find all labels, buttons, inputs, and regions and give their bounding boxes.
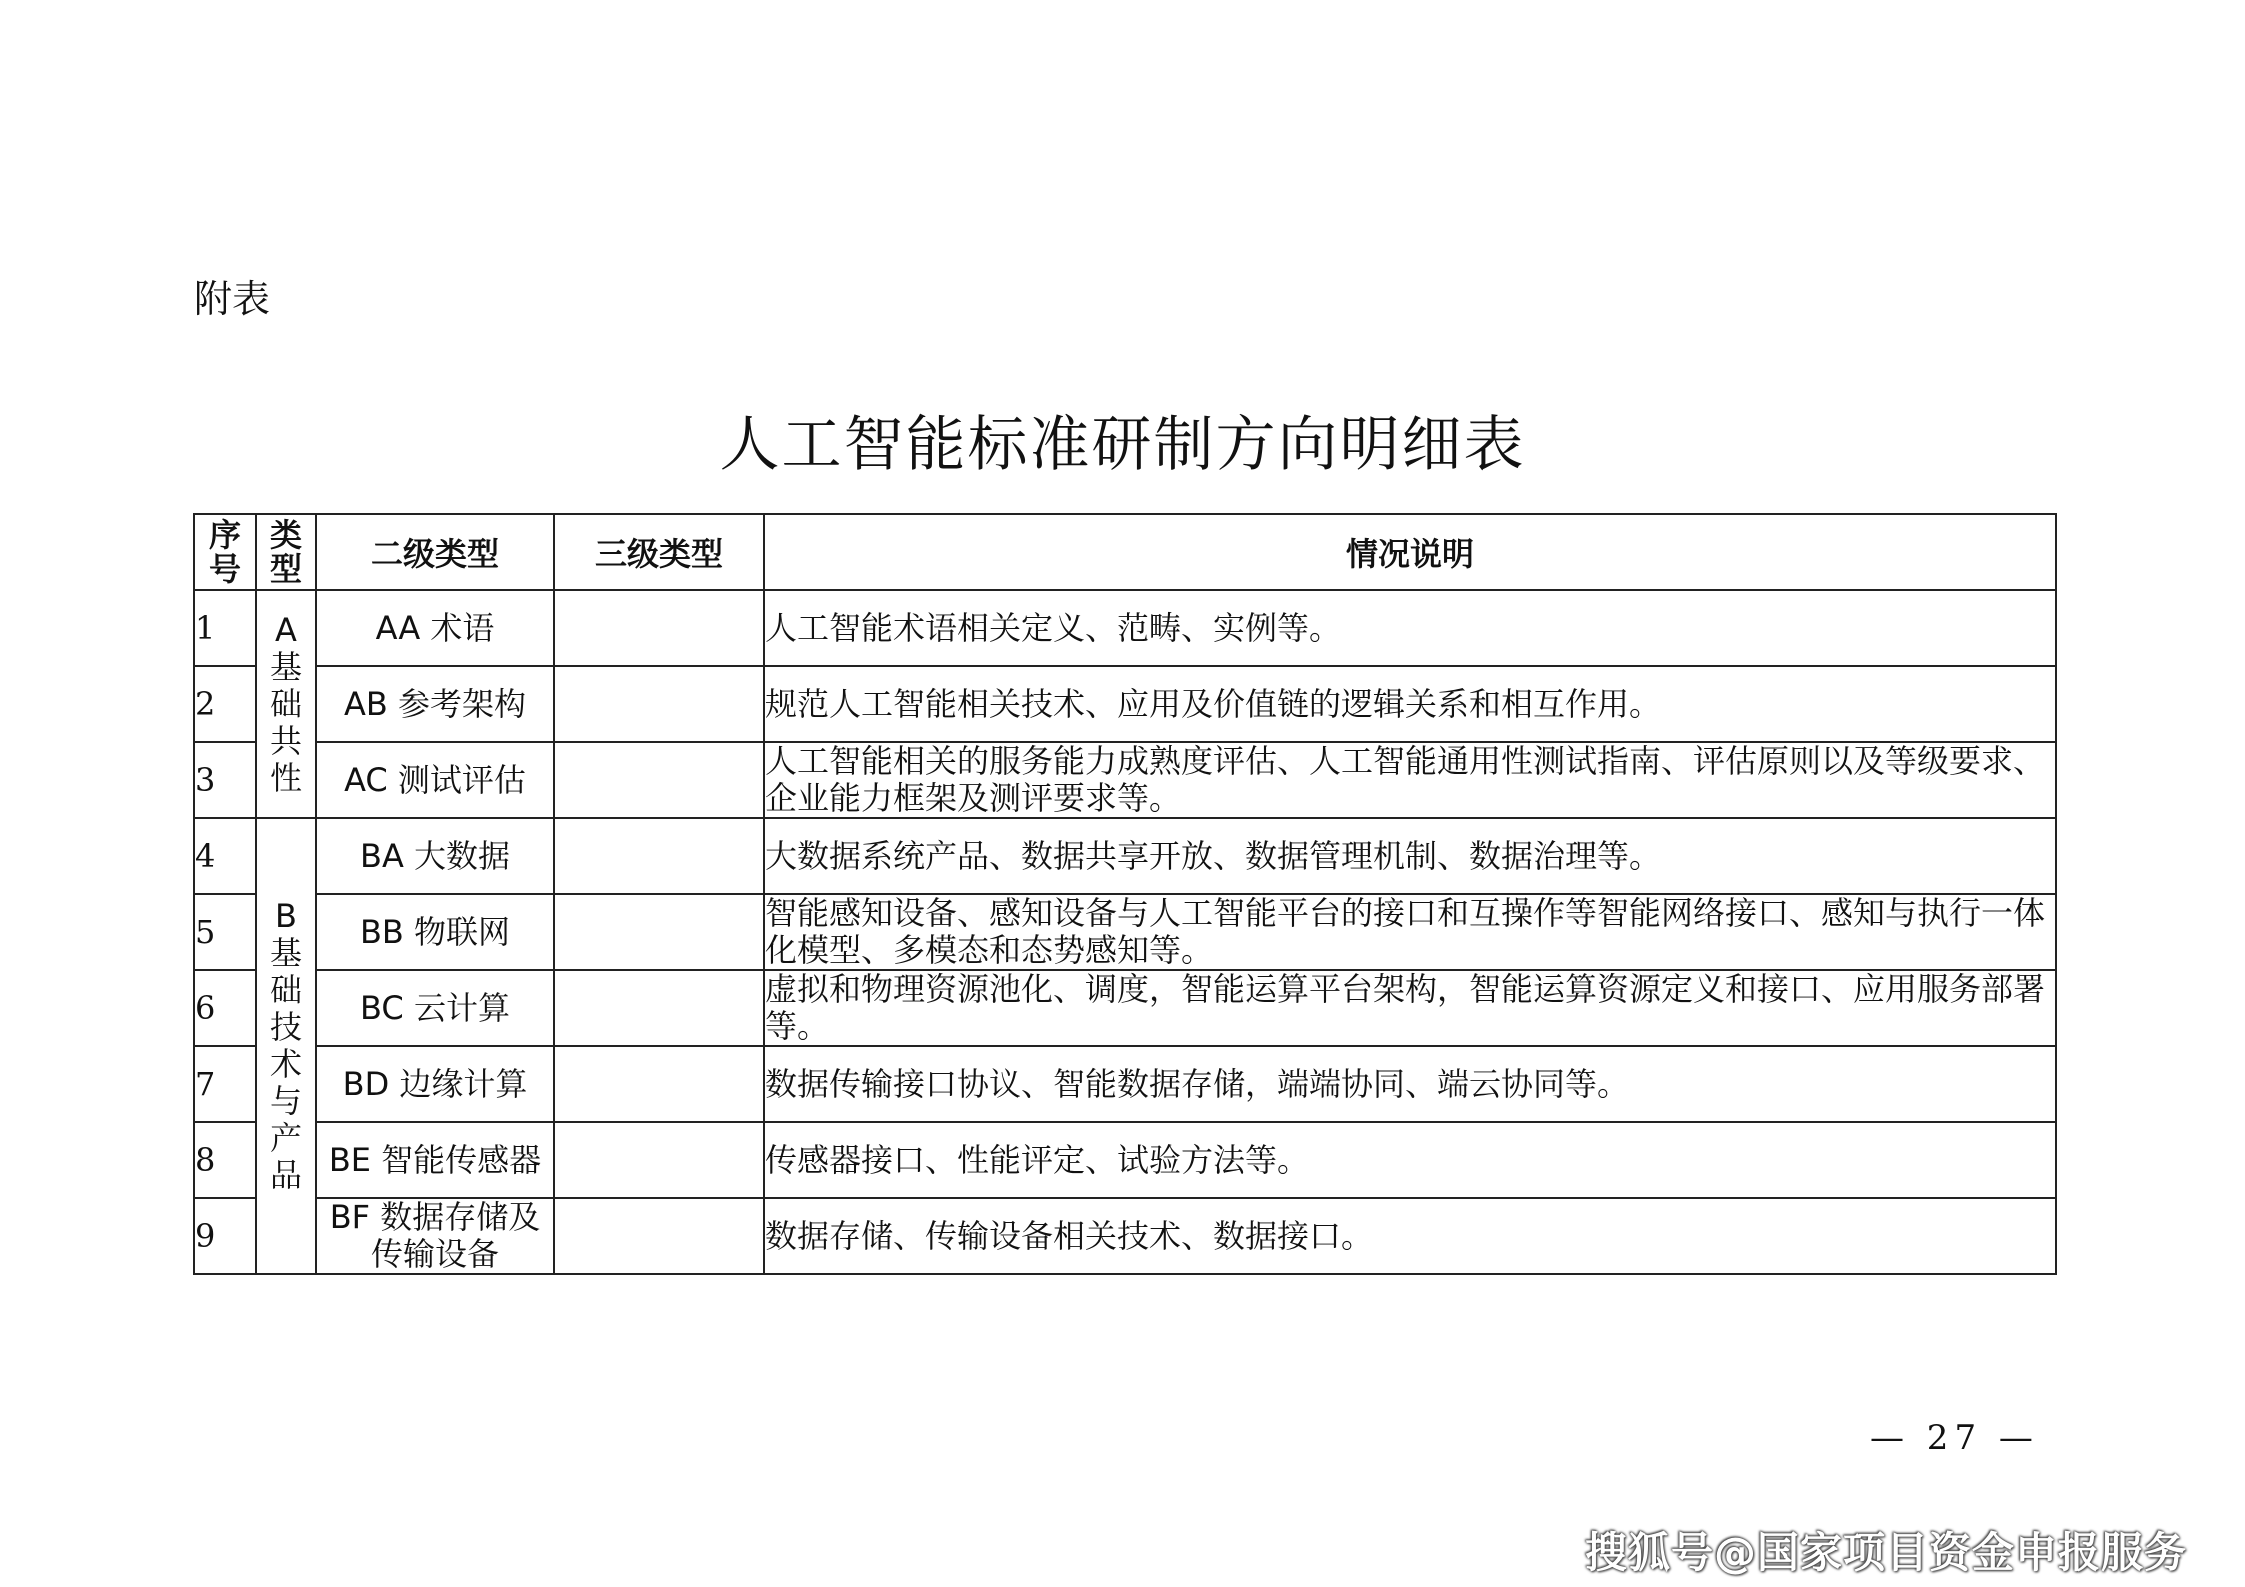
row-number: 9	[194, 1198, 256, 1274]
category-cell-b: B基础技术与产品	[256, 818, 316, 1274]
level2-cell: BC 云计算	[316, 970, 554, 1046]
row-number: 7	[194, 1046, 256, 1122]
source-watermark: 搜狐号@国家项目资金申报服务	[1585, 1528, 2188, 1577]
level2-cell: BD 边缘计算	[316, 1046, 554, 1122]
document-title: 人工智能标准研制方向明细表	[719, 410, 1526, 480]
row-number: 8	[194, 1122, 256, 1198]
row-number: 4	[194, 818, 256, 894]
level3-cell	[554, 666, 764, 742]
level3-cell	[554, 1122, 764, 1198]
row-number: 2	[194, 666, 256, 742]
description-cell: 传感器接口、性能评定、试验方法等。	[764, 1122, 2056, 1198]
level2-cell: AC 测试评估	[316, 742, 554, 818]
description-cell: 智能感知设备、感知设备与人工智能平台的接口和互操作等智能网络接口、感知与执行一体化模型、多模态和态势感知等。	[764, 894, 2056, 970]
row-number: 6	[194, 970, 256, 1046]
level3-cell	[554, 1046, 764, 1122]
level2-cell: BF 数据存储及传输设备	[316, 1198, 554, 1274]
level3-cell	[554, 590, 764, 666]
table-row	[194, 1046, 2056, 1122]
row-number: 3	[194, 742, 256, 818]
level2-cell: AA 术语	[316, 590, 554, 666]
appendix-label: 附表	[194, 277, 271, 321]
table-row	[194, 590, 2056, 666]
table-header-row	[194, 514, 2056, 590]
table-row	[194, 894, 2056, 970]
table-row	[194, 1198, 2056, 1274]
level3-cell	[554, 970, 764, 1046]
page-number: — 27 —	[1870, 1418, 2039, 1458]
table-row	[194, 742, 2056, 818]
description-cell: 人工智能相关的服务能力成熟度评估、人工智能通用性测试指南、评估原则以及等级要求、企业能力框架及测评要求等。	[764, 742, 2056, 818]
level2-cell: BA 大数据	[316, 818, 554, 894]
table-row	[194, 970, 2056, 1046]
level2-cell: BE 智能传感器	[316, 1122, 554, 1198]
standards-detail-table	[193, 513, 2057, 1275]
description-cell: 数据传输接口协议、智能数据存储，端端协同、端云协同等。	[764, 1046, 2056, 1122]
description-cell: 数据存储、传输设备相关技术、数据接口。	[764, 1198, 2056, 1274]
level3-cell	[554, 894, 764, 970]
level3-cell	[554, 742, 764, 818]
level2-cell: BB 物联网	[316, 894, 554, 970]
header-level3: 三级类型	[554, 514, 764, 590]
category-cell-a: A基础共性	[256, 590, 316, 818]
row-number: 1	[194, 590, 256, 666]
header-level2: 二级类型	[316, 514, 554, 590]
level2-cell: AB 参考架构	[316, 666, 554, 742]
header-description: 情况说明	[764, 514, 2056, 590]
description-cell: 人工智能术语相关定义、范畴、实例等。	[764, 590, 2056, 666]
level3-cell	[554, 1198, 764, 1274]
table-row	[194, 666, 2056, 742]
table-row	[194, 1122, 2056, 1198]
header-category: 类型	[256, 514, 316, 590]
table-row	[194, 818, 2056, 894]
description-cell: 虚拟和物理资源池化、调度，智能运算平台架构，智能运算资源定义和接口、应用服务部署等。	[764, 970, 2056, 1046]
description-cell: 大数据系统产品、数据共享开放、数据管理机制、数据治理等。	[764, 818, 2056, 894]
row-number: 5	[194, 894, 256, 970]
level3-cell	[554, 818, 764, 894]
header-no: 序号	[194, 514, 256, 590]
description-cell: 规范人工智能相关技术、应用及价值链的逻辑关系和相互作用。	[764, 666, 2056, 742]
